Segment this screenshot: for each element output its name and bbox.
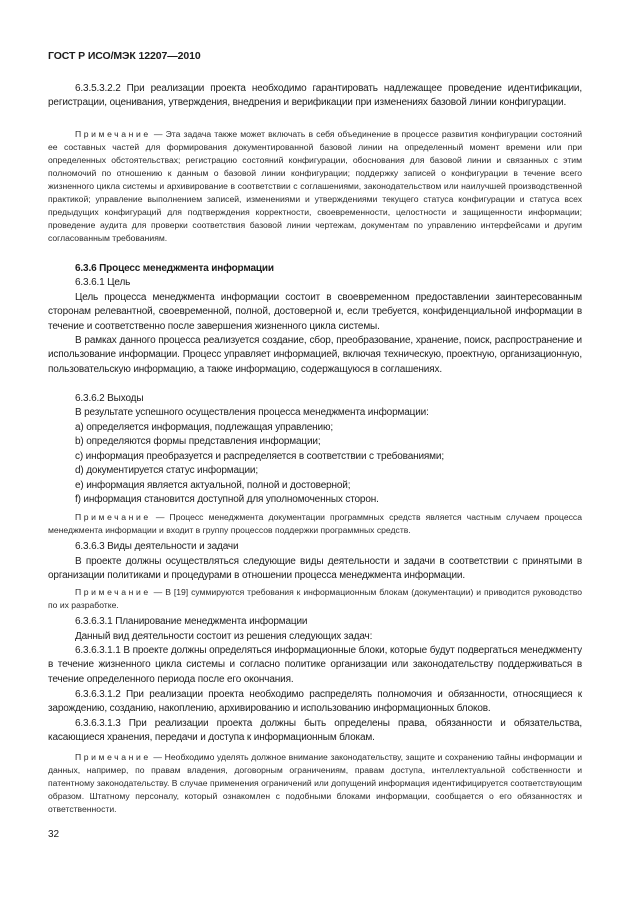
paragraph-outputs-intro: В результате успешного осуществления процесса менеджмента информации:	[75, 407, 429, 418]
paragraph-plan: Данный вид деятельности состоит из решения следующих задач:	[75, 631, 373, 642]
paragraph-activities: В проекте должны осуществляться следующие виды деятельности и задачи в соответствии с принятыми в организации политиками и процедурами в отношении процесса менеджмента информации.	[48, 556, 582, 582]
note-label: Примечание	[75, 129, 151, 139]
note-1: Примечание — Эта задача также может включать в себя объединение в процессе развития конфигурации состояний ее составных частей для формирования документированной базовой линии на определенный момент времени или при определенных обстоятельствах; регистрацию состояний конфигурации, обоснования для базовой линии и связанных с этим полномочий по отношению к данным о базовой линии конфигурации; поддержку записей о конфигурации в течение всего жизненного цикла системы и архивирование в соответствии с соглашениями, законодательством или наилучшей производственной практикой; управление выполнением записей, изменениями и утверждениями текущего статуса конфигурации и статуса всех предыдущих конфигураций для подтверждения корректности, своевременности, целостности и защищенности информации; проведение аудита для проверки соответствия базовой линии чертежам, документам по управлению интерфейсами и другим согласованным требованиям.	[48, 129, 582, 243]
subheading-6-3-6-3: 6.3.6.3 Виды деятельности и задачи	[75, 541, 239, 552]
list-item: e) информация является актуальной, полной и достоверной;	[75, 479, 351, 491]
note-label: Примечание	[75, 752, 151, 762]
paragraph-6-3-6-3-1-3: 6.3.6.3.1.3 При реализации проекта должны быть определены права, обязанности и обязательства, касающиеся хранения, передачи и доступа к информационным блокам.	[48, 718, 582, 744]
list-item: f) информация становится доступной для уполномоченных сторон.	[75, 494, 379, 506]
list-item: d) документируется статус информации;	[75, 465, 258, 477]
list-item: c) информация преобразуется и распределяется в соответствии с требованиями;	[75, 450, 444, 462]
note-4: Примечание — Необходимо уделять должное внимание законодательству, защите и сохранению тайны информации и данных, например, по правам владения, договорным ограничениям, правам доступа, интеллектуальной собственности и патентному законодательству. В случае применения ограничений или допущений информация идентифицируется соответствующим образом. Штатному персоналу, который ознакомлен с подобными блоками информации, сообщается о его обязанностях и ответственности.	[48, 752, 582, 814]
paragraph-6-3-6-3-1-1: 6.3.6.3.1.1 В проекте должны определяться информационные блоки, которые будут подвергаться менеджменту в течение жизненного цикла системы и согласно политике организации или законодательству поддерживаться в течение определенного периода после его окончания.	[48, 645, 582, 685]
note-2: Примечание — Процесс менеджмента документации программных средств является частным случаем процесса менеджмента информации и входит в группу процессов поддержки программных средств.	[48, 512, 582, 535]
subheading-6-3-6-3-1: 6.3.6.3.1 Планирование менеджмента информации	[75, 616, 308, 627]
page-number: 32	[48, 829, 60, 840]
subheading-6-3-6-1: 6.3.6.1 Цель	[75, 277, 131, 288]
paragraph-scope: В рамках данного процесса реализуется создание, сбор, преобразование, хранение, поиск, распространение и использование информации. Процесс управляет информацией, включая техническую, проектную, организационную, пользовательскую информацию, а также информацию, содержащуюся в соглашениях.	[48, 335, 582, 375]
paragraph-6-3-5-3-2-2: 6.3.5.3.2.2 При реализации проекта необходимо гарантировать надлежащее проведение идентификации, регистрации, оценивания, утверждения, внедрения и верификации при изменениях базовой линии конфигурации.	[48, 83, 582, 109]
paragraph-goal: Цель процесса менеджмента информации состоит в своевременном предоставлении заинтересованным сторонам релевантной, своевременной, полной, достоверной и, если требуется, конфиденциальной информации в течение и соответственно после завершения жизненного цикла системы.	[48, 292, 582, 332]
list-item: a) определяется информация, подлежащая управлению;	[75, 422, 333, 433]
document-header: ГОСТ Р ИСО/МЭК 12207—2010	[48, 50, 201, 62]
note-label: Примечание	[75, 512, 151, 522]
note-label: Примечание	[75, 587, 151, 597]
outputs-list	[48, 421, 582, 507]
list-item: b) определяются формы представления информации;	[75, 436, 321, 448]
subheading-6-3-6-2: 6.3.6.2 Выходы	[75, 393, 144, 404]
note-3: Примечание — В [19] суммируются требования к информационным блокам (документации) и приводится руководство по их разработке.	[48, 587, 582, 610]
section-heading-6-3-6: 6.3.6 Процесс менеджмента информации	[75, 263, 274, 274]
paragraph-6-3-6-3-1-2: 6.3.6.3.1.2 При реализации проекта необходимо распределять полномочия и обязанности, относящиеся к зарождению, созданию, накоплению, архивированию и использованию информационных блоков.	[48, 689, 582, 715]
